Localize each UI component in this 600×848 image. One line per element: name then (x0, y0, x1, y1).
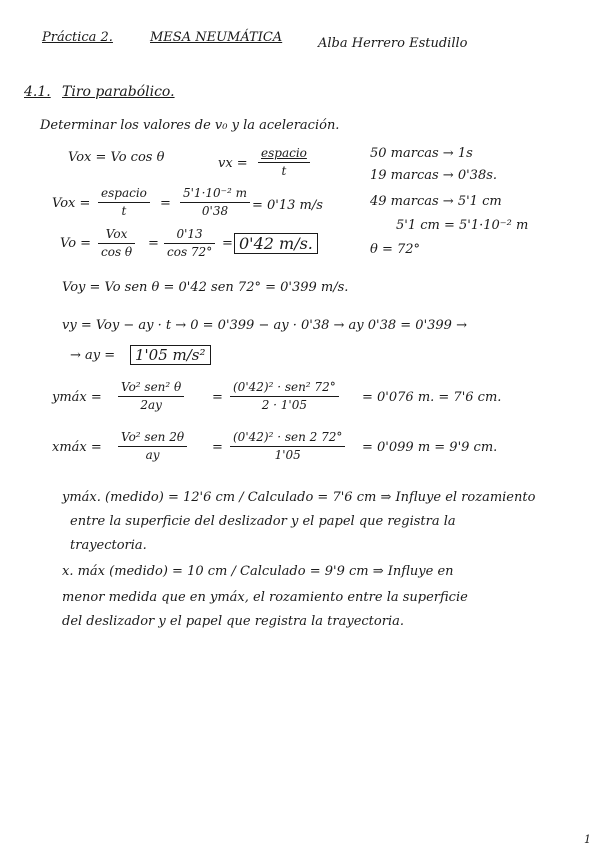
conclusion-xmax-line3: del deslizador y el papel que registra la trayectoria. (62, 614, 404, 629)
eq-vox-lhs: Vox = (52, 196, 91, 211)
section-title: Tiro parabólico. (62, 84, 175, 100)
eq-xmax-fraction2: (0'42)² · sen 2 72° 1'05 (230, 430, 345, 463)
intro-text: Determinar los valores de v₀ y la aceleración. (40, 118, 340, 133)
eq-ymax-fraction2: (0'42)² · sen² 72° 2 · 1'05 (230, 380, 339, 413)
document-title: MESA NEUMÁTICA (150, 30, 283, 45)
eq-vox-result: = 0'13 m/s (252, 198, 323, 213)
eq-equals: = (212, 440, 223, 455)
eq-vx-label: vx = (218, 156, 248, 171)
note-distance-si: 5'1 cm = 5'1·10⁻² m (396, 218, 529, 233)
page-number: 1 (584, 833, 591, 846)
note-angle: θ = 72° (370, 242, 421, 257)
eq-equals: = (160, 196, 171, 211)
eq-vox-fraction2: $\frac{\text{5'1·10⁻² m}}{0'38}$ (180, 186, 250, 219)
conclusion-ymax-line3: trayectoria. (70, 538, 147, 553)
eq-ymax-fraction1: Vo² sen² θ 2ay (118, 380, 184, 413)
eq-ay-result: 1'05 m/s² (130, 344, 211, 366)
eq-equals: = (212, 390, 223, 405)
eq-vo-result: 0'42 m/s. (234, 233, 318, 255)
eq-equals: = (148, 236, 159, 251)
practice-label: Práctica 2. (42, 30, 113, 45)
eq-vx-fraction: espacio t (258, 146, 310, 179)
note-time: 19 marcas → 0'38s. (370, 168, 498, 183)
eq-voy: Voy = Vo sen θ = 0'42 sen 72° = 0'399 m/s. (62, 280, 349, 295)
eq-ymax-lhs: ymáx = (52, 390, 102, 405)
eq-vo-fraction2: $\frac{0'13}{\cos 72^\circ}$ (164, 227, 215, 260)
eq-ymax-result: = 0'076 m. = 7'6 cm. (362, 390, 502, 405)
eq-vox-fraction1: espacio t (98, 186, 150, 219)
note-marks-per-second: 50 marcas → 1s (370, 146, 473, 161)
section-number: 4.1. (24, 84, 51, 100)
eq-xmax-lhs: xmáx = (52, 440, 102, 455)
conclusion-xmax-line1: x. máx (medido) = 10 cm / Calculado = 9'9 cm ⇒ Influye en (62, 564, 454, 579)
eq-xmax-fraction1: Vo² sen 2θ ay (118, 430, 187, 463)
eq-xmax-result: = 0'099 m = 9'9 cm. (362, 440, 498, 455)
eq-equals: = (222, 236, 233, 251)
author-name: Alba Herrero Estudillo (318, 36, 468, 51)
eq-ay-lhs: → ay = (70, 348, 116, 363)
note-distance: 49 marcas → 5'1 cm (370, 194, 502, 209)
conclusion-xmax-line2: menor medida que en ymáx, el rozamiento entre la superficie (62, 590, 468, 605)
eq-vox-definition: Vox = Vo cos θ (68, 150, 165, 165)
conclusion-ymax-line1: ymáx. (medido) = 12'6 cm / Calculado = 7'6 cm ⇒ Influye el rozamiento (62, 490, 536, 505)
conclusion-ymax-line2: entre la superficie del deslizador y el papel que registra la (70, 514, 456, 529)
eq-vo-fraction1: Vox cos θ (98, 227, 135, 260)
eq-vo-lhs: Vo = (60, 236, 92, 251)
eq-vy: vy = Voy − ay · t → 0 = 0'399 − ay · 0'38 → ay 0'38 = 0'399 → (62, 318, 467, 333)
